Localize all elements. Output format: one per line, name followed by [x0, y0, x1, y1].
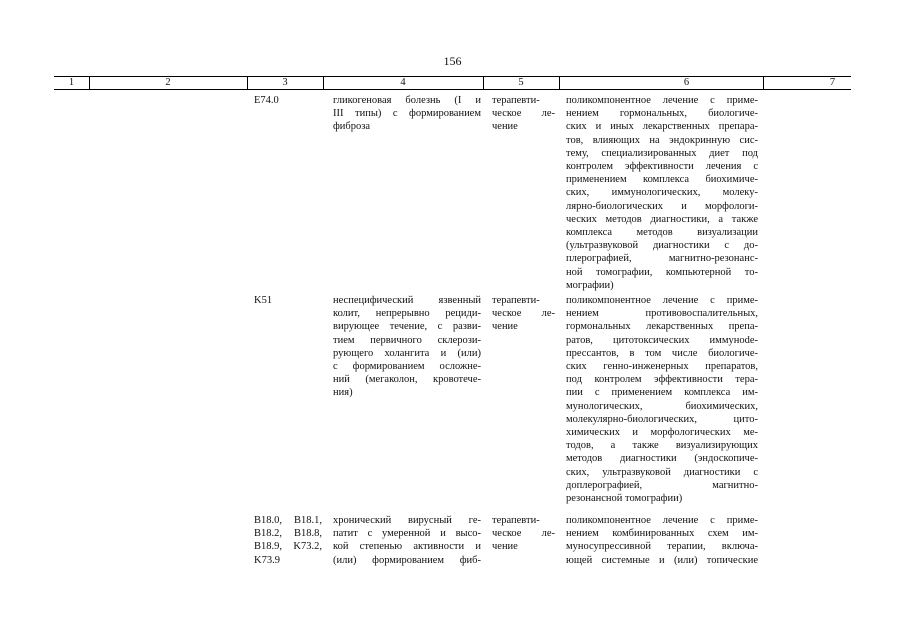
- method-line: гормональных лекарственных препа-: [566, 321, 758, 333]
- column-divider: [559, 76, 560, 90]
- treatment-line: ческое ле-: [492, 528, 555, 540]
- col-header-5: 5: [518, 77, 524, 88]
- row3-method: [566, 514, 758, 567]
- treatment-line: чение: [492, 321, 518, 333]
- disease-line: неспецифический язвенный: [333, 295, 481, 306]
- treatment-line: ческое ле-: [492, 308, 555, 320]
- method-line: ских и иных лекарственных препара-: [566, 121, 758, 133]
- col-header-3: 3: [282, 77, 288, 88]
- method-line: под контролем эффективности тера-: [566, 374, 758, 386]
- col-header-7: 7: [829, 77, 836, 88]
- col-header-4: 4: [400, 77, 406, 88]
- code-line: B18.0, B18.1,: [254, 515, 322, 526]
- row2-disease: [333, 294, 481, 400]
- method-line: ческих методов диагностики, а также: [566, 213, 758, 225]
- code-line: K51: [254, 295, 273, 306]
- method-line: прессантов, в том числе биологиче-: [566, 347, 758, 359]
- method-line: лярно-биологических и морфологи-: [566, 200, 758, 212]
- method-line: тему, специализированных диет под: [566, 147, 758, 159]
- method-line: применением комплекса биохимиче-: [566, 174, 758, 186]
- method-line: резонансной томографии): [566, 493, 683, 505]
- method-line: ских генно-инженерных препаратов,: [566, 361, 758, 373]
- row3-codes: [254, 514, 322, 567]
- method-line: пии с применением комплекса им-: [566, 387, 758, 399]
- disease-line: рующего холангита и (или): [333, 347, 481, 359]
- method-line: нением противовоспалительных,: [566, 308, 758, 320]
- disease-line: (или) формированием фиб-: [333, 554, 481, 566]
- method-line: ратов, цитотоксических иммунode-: [566, 334, 758, 346]
- row3-disease: [333, 514, 481, 567]
- method-line: (ультразвуковой диагностики с до-: [566, 240, 758, 252]
- column-divider: [483, 76, 484, 90]
- method-line: ских, ультразвуковой диагностики с: [566, 466, 758, 478]
- code-line: K73.9: [254, 554, 280, 566]
- method-line: методов диагностики (эндоскопиче-: [566, 453, 758, 465]
- disease-line: с формированием осложне-: [333, 361, 481, 373]
- row1-treatment: [492, 94, 555, 134]
- row1-codes: [254, 94, 320, 107]
- page-number: 156: [443, 54, 462, 68]
- column-divider: [247, 76, 248, 90]
- method-line: поликомпонентное лечение с приме-: [566, 95, 758, 106]
- row3-treatment: [492, 514, 555, 554]
- code-line: B18.9, K73.2,: [254, 541, 322, 553]
- code-line: B18.2, B18.8,: [254, 528, 322, 540]
- treatment-line: терапевти-: [492, 95, 540, 106]
- method-line: тодов, а также визуализирующих: [566, 440, 758, 452]
- column-divider: [89, 76, 90, 90]
- disease-line: тием первичного склерози-: [333, 334, 481, 346]
- method-line: молекулярно-биологических, цито-: [566, 413, 758, 425]
- column-divider: [323, 76, 324, 90]
- method-line: поликомпонентное лечение с приме-: [566, 515, 758, 526]
- row2-method: [566, 294, 758, 505]
- table-header-row: [54, 76, 851, 90]
- row1-method: [566, 94, 758, 292]
- disease-line: гликогеновая болезнь (I и: [333, 95, 481, 106]
- method-line: ной томографии, компьютерной то-: [566, 266, 758, 278]
- disease-line: вирующее течение, с разви-: [333, 321, 481, 333]
- method-line: ющей системные и (или) топические: [566, 554, 758, 566]
- treatment-line: ческое ле-: [492, 108, 555, 120]
- method-line: плерографией, магнитно-резонанс-: [566, 253, 758, 265]
- treatment-line: терапевти-: [492, 295, 540, 306]
- method-line: мунологических, биохимических,: [566, 400, 758, 412]
- method-line: комплекса методов визуализации: [566, 227, 758, 239]
- row1-disease: [333, 94, 481, 134]
- method-line: ских, иммунологических, молеку-: [566, 187, 758, 199]
- method-line: доплерографией, магнитно-: [566, 479, 758, 491]
- method-line: химических и морфологических ме-: [566, 427, 758, 439]
- method-line: контролем эффективности лечения с: [566, 161, 758, 173]
- col-header-1: 1: [68, 77, 75, 88]
- column-divider: [763, 76, 764, 90]
- method-line: нением гормональных, биологиче-: [566, 108, 758, 120]
- col-header-6: 6: [683, 77, 690, 88]
- treatment-line: терапевти-: [492, 515, 540, 526]
- method-line: тов, влияющих на эндокринную сис-: [566, 134, 758, 146]
- disease-line: колит, непрерывно рециди-: [333, 308, 481, 320]
- disease-line: III типы) с формированием: [333, 108, 481, 120]
- row2-codes: [254, 294, 320, 307]
- row2-treatment: [492, 294, 555, 334]
- disease-line: кой степенью активности и: [333, 541, 481, 553]
- code-line: E74.0: [254, 95, 279, 106]
- treatment-line: чение: [492, 541, 518, 553]
- disease-line: ний (мегаколон, кровотече-: [333, 374, 481, 386]
- disease-line: патит с умеренной и высо-: [333, 528, 481, 540]
- treatment-line: чение: [492, 121, 518, 133]
- method-line: поликомпонентное лечение с приме-: [566, 295, 758, 306]
- method-line: нением комбинированных схем им-: [566, 528, 758, 540]
- disease-line: фиброза: [333, 121, 371, 133]
- method-line: муносупрессивной терапии, включа-: [566, 541, 758, 553]
- disease-line: ния): [333, 387, 353, 399]
- disease-line: хронический вирусный ге-: [333, 515, 481, 526]
- col-header-2: 2: [165, 77, 171, 88]
- method-line: мографии): [566, 279, 614, 291]
